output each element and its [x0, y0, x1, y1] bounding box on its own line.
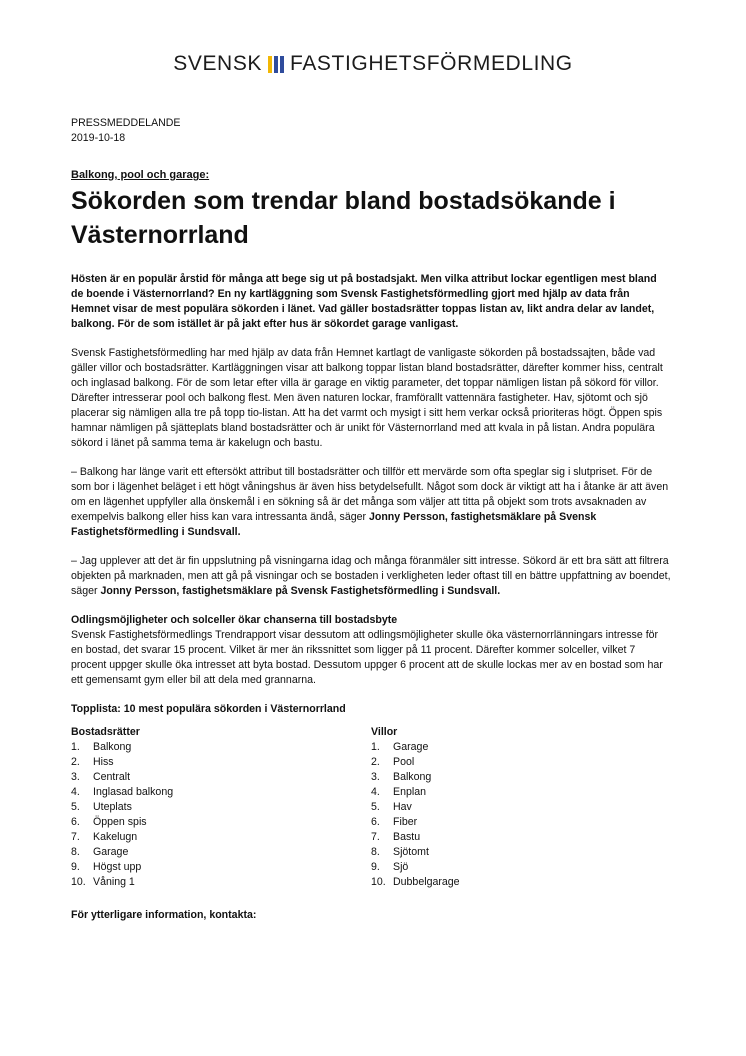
list-item-label: Våning 1 — [93, 876, 135, 888]
list-item-label: Pool — [393, 756, 415, 768]
quote-1 — [71, 465, 671, 540]
list-item — [371, 755, 671, 770]
press-release-body — [71, 116, 671, 923]
list-title-villor: Villor — [371, 726, 398, 738]
list-item-number: 6. — [371, 816, 380, 828]
list-item — [71, 845, 371, 860]
list-item — [371, 785, 671, 800]
list-item-number: 10. — [371, 876, 386, 888]
list-item-label: Sjötomt — [393, 846, 429, 858]
article-paragraph-2: Svensk Fastighetsförmedlings Trendrapport visar dessutom att odlingsmöjligheter skulle öka västernorrlänningars intresse för en bostad, det svarar 15 procent. Vilket är mer än rikssnittet som ligger på 11 procent. Därefter kommer solceller, vilket 7 procent uppger skulle öka intresset att byta bostad. Dessutom uppger 6 procent att de skulle lockas mer av en bostad som har ett gemensamt gym eller bil att dela med grannarna. — [71, 629, 663, 686]
list-item-number: 5. — [71, 801, 80, 813]
list-item-label: Enplan — [393, 786, 426, 798]
brand-name-left: SVENSK — [173, 52, 263, 75]
list-item-label: Uteplats — [93, 801, 132, 813]
list-item — [71, 875, 371, 890]
quote-1-attribution: Jonny Persson, fastighetsmäklare på Svensk Fastighetsförmedling i Sundsvall. — [71, 511, 597, 538]
article-title: Sökorden som trendar bland bostadsökande i Västernorrland — [71, 187, 616, 249]
article-lead: Hösten är en populär årstid för många att bege sig ut på bostadsjakt. Men vilka attribut lockar egentligen mest bland de boende i Västernorrland? En ny kartläggning som Svensk Fastighetsförmedling gjort med hjälp av data från Hemnet visar de mest populära sökorden i länet. Vad gäller bostadsrätter toppas listan av, likt andra delar av landet, balkong. För de som istället är på jakt efter hus är sökordet garage vanligast. — [71, 273, 657, 330]
list-item-label: Sjö — [393, 861, 409, 873]
list-item — [71, 785, 371, 800]
list-villor — [371, 725, 671, 890]
list-item — [371, 845, 671, 860]
list-item-number: 3. — [371, 771, 380, 783]
release-date: 2019-10-18 — [71, 132, 126, 144]
quote-2 — [71, 554, 671, 599]
release-type: PRESSMEDDELANDE — [71, 117, 181, 129]
list-item-label: Dubbelgarage — [393, 876, 460, 888]
list-item-label: Inglasad balkong — [93, 786, 174, 798]
list-item-number: 4. — [371, 786, 380, 798]
list-item-label: Centralt — [93, 771, 131, 783]
list-item-label: Balkong — [393, 771, 432, 783]
list-item — [71, 740, 371, 755]
quote-1-text: – Balkong har länge varit ett eftersökt attribut till bostadsrätter och tillför ett mervärde som ofta speglar sig i slutpriset. För de som bor i lägenhet beläget i ett högt våningshus är även hiss betydelsefullt. Något som dock är viktigt att ha i åtanke är att även om en lägenhet uppfyller alla önskemål i en sökning så är det många som väljer att titta på objekt som trots avsaknaden av exempelvis balkong eller hiss kan vara intressanta ändå, säger — [71, 466, 669, 523]
list-item-number: 1. — [71, 741, 80, 753]
quote-2-text: – Jag upplever att det är fin uppslutning på visningarna idag och många föranmäler sitt intresse. Sökord är ett bra sätt att filtrera objekten på marknaden, men att gå på visningar och se bostaden i verkligheten leder oftast till en bättre uppfattning av boendet, säger — [71, 555, 671, 597]
list-item-number: 10. — [71, 876, 86, 888]
toplist-columns — [71, 725, 671, 890]
list-item — [371, 875, 671, 890]
quote-2-attribution: Jonny Persson, fastighetsmäklare på Svensk Fastighetsförmedling i Sundsvall. — [100, 585, 501, 597]
list-item — [71, 830, 371, 845]
contact-heading: För ytterligare information, kontakta: — [71, 909, 257, 921]
list-title-bostadsratter: Bostadsrätter — [71, 726, 140, 738]
brand-name-right: FASTIGHETSFÖRMEDLING — [290, 52, 573, 75]
list-item-number: 6. — [71, 816, 80, 828]
list-item-number: 7. — [71, 831, 80, 843]
list-item-label: Hiss — [93, 756, 114, 768]
brand-flag-icon — [268, 56, 284, 73]
list-item-label: Balkong — [93, 741, 132, 753]
list-item-number: 1. — [371, 741, 380, 753]
list-item — [371, 815, 671, 830]
list-item — [71, 860, 371, 875]
list-item-number: 4. — [71, 786, 80, 798]
list-item-number: 8. — [71, 846, 80, 858]
list-item — [371, 770, 671, 785]
list-item-number: 8. — [371, 846, 380, 858]
list-item-label: Öppen spis — [93, 816, 147, 828]
list-item-label: Garage — [393, 741, 429, 753]
list-item — [71, 755, 371, 770]
article-paragraph-1: Svensk Fastighetsförmedling har med hjälp av data från Hemnet kartlagt de vanligaste sökorden på bostadssajten, både vad gäller villor och bostadsrätter. Kartläggningen visar att balkong toppar listan bland bostadsrätter, därefter kommer hiss, centralt och inglasad balkong. För de som letar efter villa är garage en viktig parameter, det toppar nämligen listan på sökord för villor. Därefter intresserar pool och balkong flest. Men även naturen lockar, framförallt vattennära fastigheter. Hav, sjötomt och sjö placerar sig nämligen alla tre på topp tio-listan. Att ha det varmt och mysigt i sitt hem verkar också prioriteras högt. Öppen spis hamnar nämligen på sjätteplats bland bostadsrätter och är unikt för Västernorrland med att kvala in på listan. Andra populära sökord i länet på samma tema är kakelugn och bastu. — [71, 347, 663, 449]
list-item — [71, 815, 371, 830]
list-item-label: Högst upp — [93, 861, 142, 873]
list-item-number: 7. — [371, 831, 380, 843]
list-item-number: 2. — [71, 756, 80, 768]
list-item — [371, 800, 671, 815]
list-item-number: 9. — [371, 861, 380, 873]
list-item-label: Fiber — [393, 816, 418, 828]
article-kicker: Balkong, pool och garage: — [71, 169, 210, 181]
list-item-label: Kakelugn — [93, 831, 138, 843]
list-item-label: Garage — [93, 846, 129, 858]
list-item-number: 9. — [71, 861, 80, 873]
list-item — [371, 740, 671, 755]
list-item-number: 2. — [371, 756, 380, 768]
list-bostadsratter — [71, 725, 371, 890]
toplist-title: Topplista: 10 mest populära sökorden i Västernorrland — [71, 703, 346, 715]
list-item — [71, 800, 371, 815]
section-subhead: Odlingsmöjligheter och solceller ökar chanserna till bostadsbyte — [71, 614, 398, 626]
list-item-label: Hav — [393, 801, 412, 813]
list-item-number: 3. — [71, 771, 80, 783]
list-item — [71, 770, 371, 785]
list-item-number: 5. — [371, 801, 380, 813]
list-item — [371, 860, 671, 875]
list-item-label: Bastu — [393, 831, 421, 843]
brand-logo — [0, 52, 746, 76]
list-item — [371, 830, 671, 845]
